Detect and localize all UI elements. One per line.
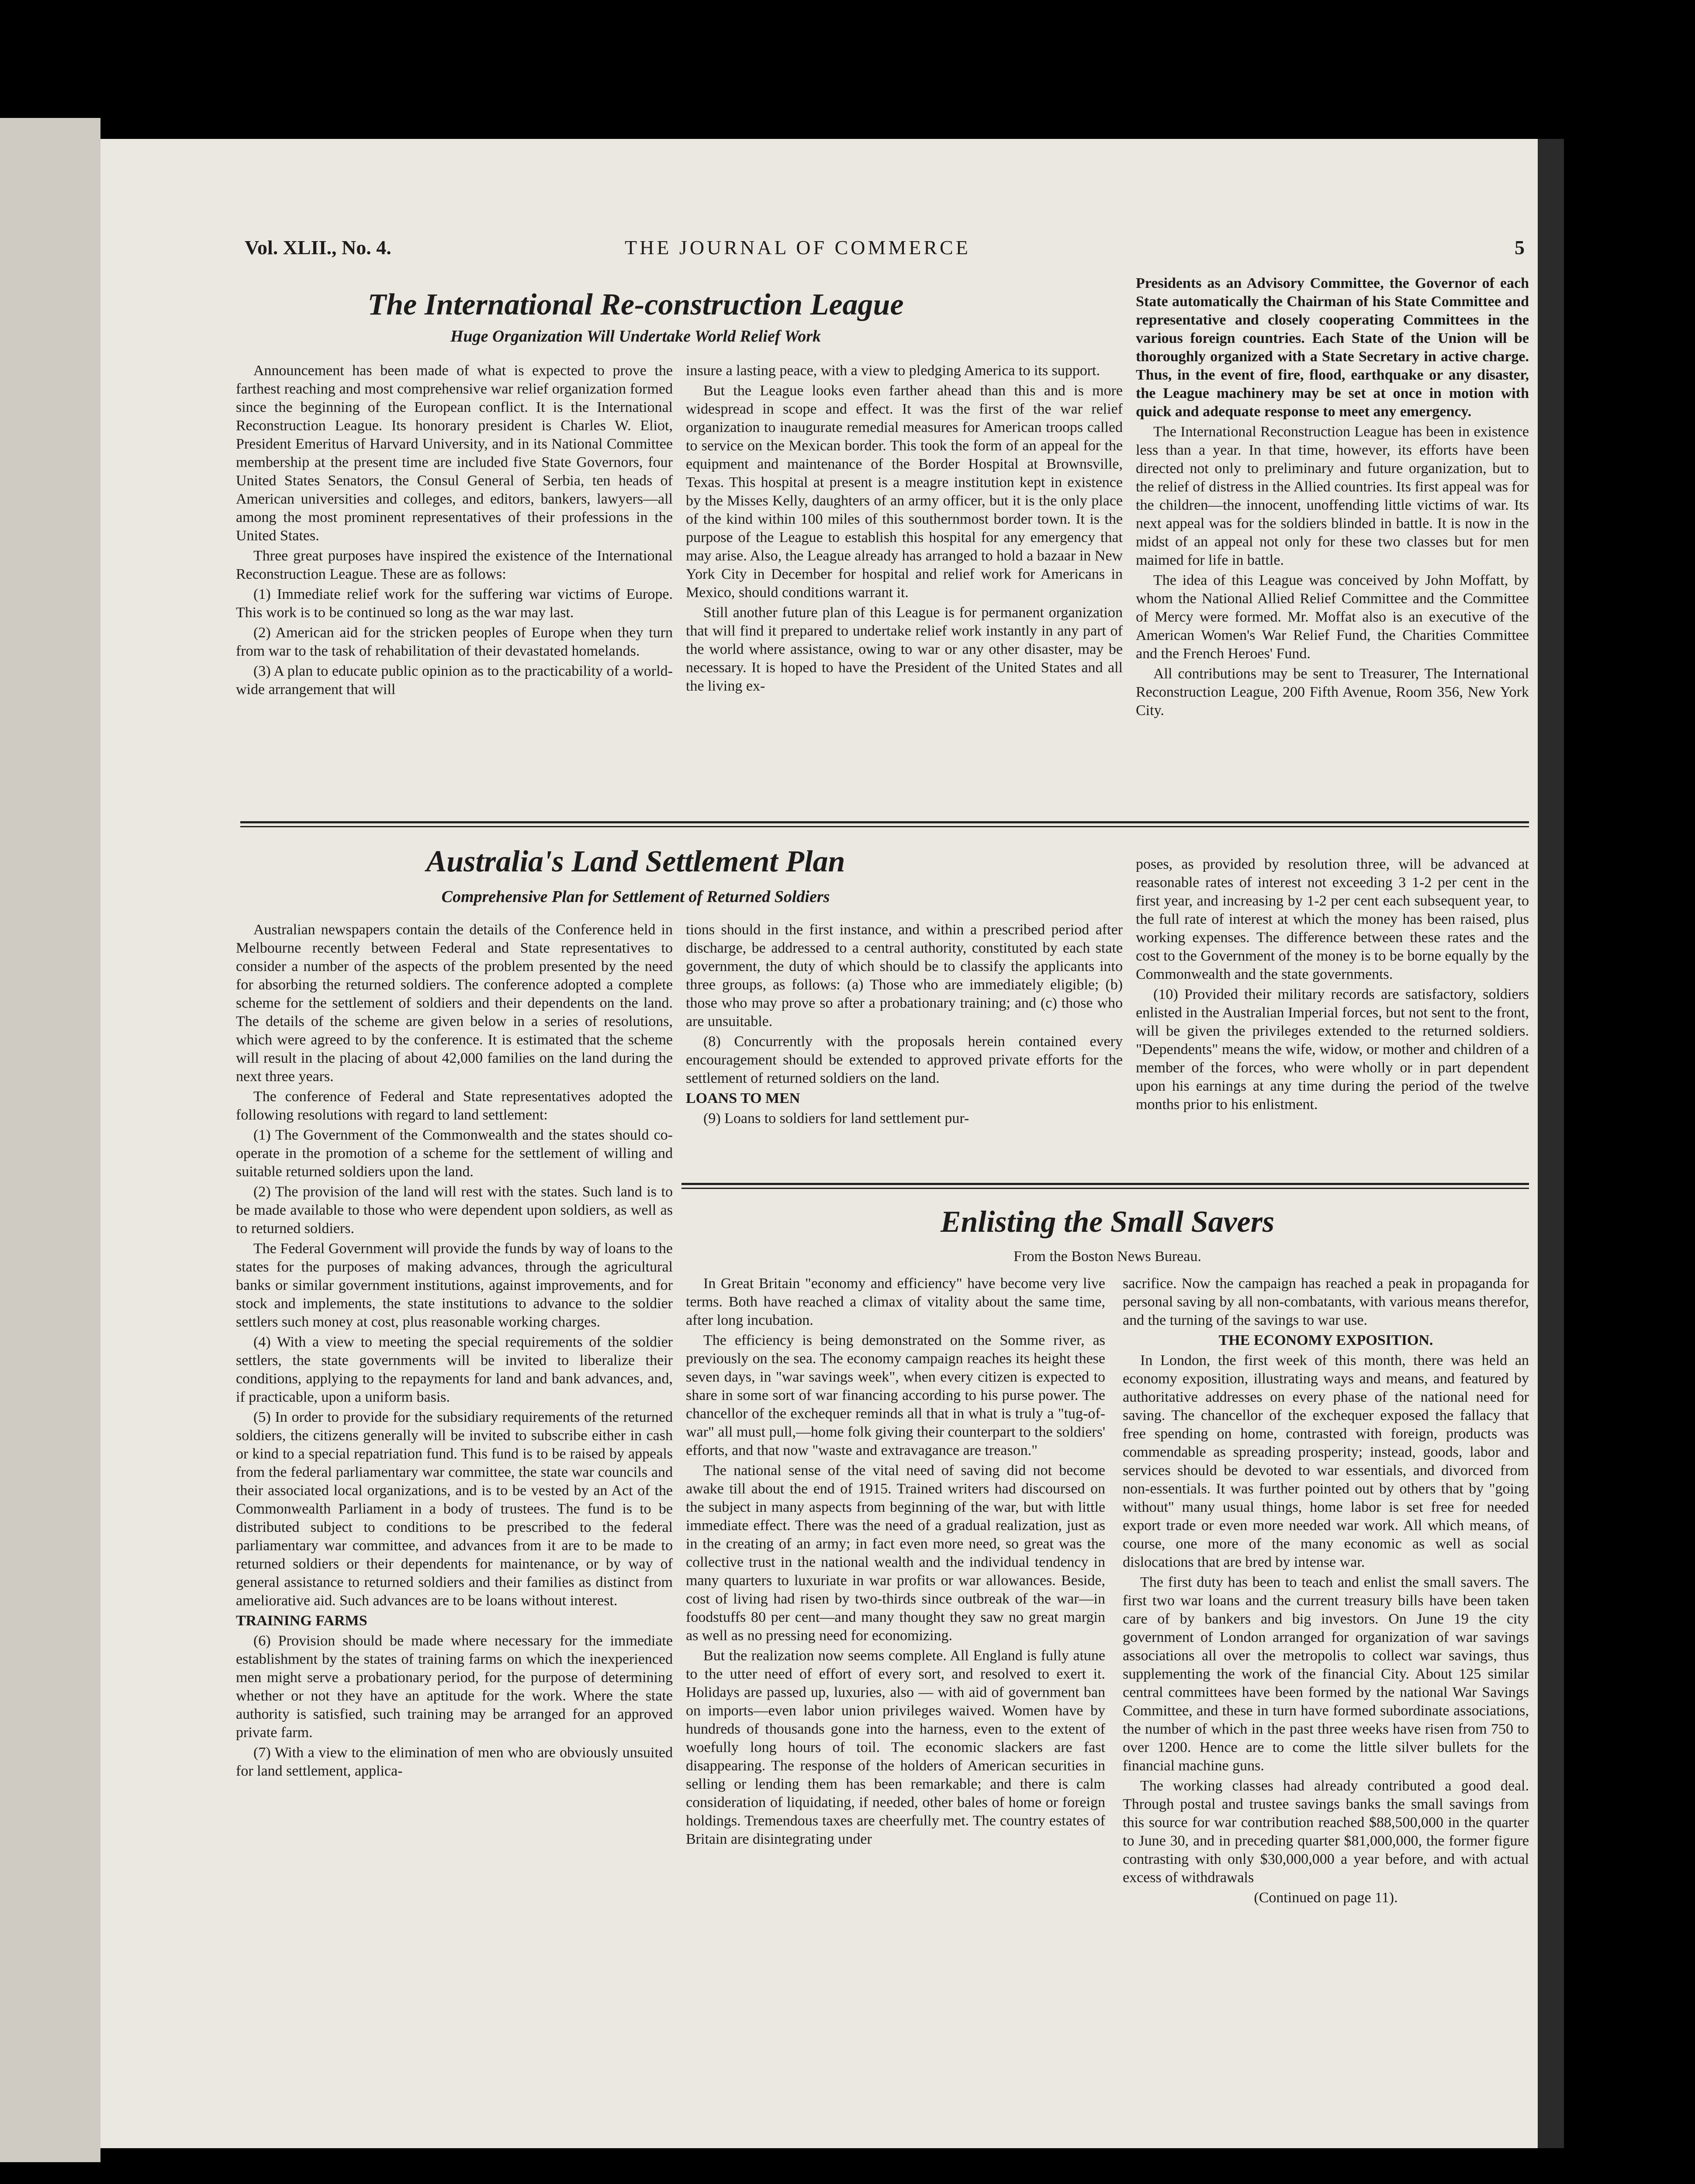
paragraph: (2) American aid for the stricken peoples of Europe when they turn from war to the task of rehabilitation of their devastated homelands. (236, 625, 673, 659)
article2-column-1 (236, 921, 673, 1782)
paragraph: Presidents as an Advisory Committee, the Governor of each State automatically the Chairman of his State Committee and representative and closely cooperating Committees in the various foreign countries. Each State of the Union will be thoroughly organized with a State Secretary in active charge. Thus, in the event of fire, flood, earthquake or any disaster, the League machinery may be set at once in motion with quick and adequate response to meet any emergency. (1136, 275, 1529, 420)
paragraph: Three great purposes have inspired the existence of the International Reconstruction League. These are as follows: (236, 548, 673, 582)
article2-subtitle: Comprehensive Plan for Settlement of Returned Soldiers (441, 888, 830, 906)
paragraph: insure a lasting peace, with a view to pledging America to its support. (686, 363, 1100, 379)
article3-title: Enlisting the Small Savers (940, 1205, 1275, 1239)
training-farms-heading: TRAINING FARMS (236, 1613, 367, 1629)
paragraph: All contributions may be sent to Treasurer, The International Reconstruction League, 200 Fifth Avenue, Room 356, New York City. (1136, 666, 1529, 719)
paragraph: The national sense of the vital need of saving did not become awake till about the end of 1915. Trained writers had discoursed on the subject in many aspects from beginning of the war, but with little immediate effect. There was the need of a gradual realization, just as in the creating of an army; in fact even more need, so great was the collective trust in the national wealth and the individual tendency in many quarters to luxuriate in war profits or war allowances. Beside, cost of living had risen by two-thirds since outbreak of the war—in foodstuffs 80 per cent—and many thought they saw no great margin as well as no pressing need for economizing. (686, 1462, 1105, 1644)
section-divider (681, 1183, 1529, 1189)
paragraph: The idea of this League was conceived by John Moffatt, by whom the National Allied Relief Committee and the Committee of Mercy were formed. Mr. Moffat also is an executive of the American Women's War Relief Fund, the Charities Committee and the French Heroes' Fund. (1136, 572, 1529, 662)
paragraph: (2) The provision of the land will rest with the states. Such land is to be made available to those who were dependent upon soldiers, as well as to returned soldiers. (236, 1184, 673, 1237)
article2-column-3 (1136, 855, 1529, 1116)
article1-column-3 (1136, 274, 1529, 722)
paragraph: sacrifice. Now the campaign has reached a peak in propaganda for personal saving by all non-combatants, with various means therefor, and the turning of the savings to war use. (1123, 1275, 1529, 1328)
paragraph: In Great Britain "economy and efficiency" have become very live terms. Both have reached a climax of vitality about the same time, after long incubation. (686, 1275, 1105, 1328)
paragraph: The Federal Government will provide the funds by way of loans to the states for the purposes of making advances, through the agricultural banks or similar government institutions, against improvements, and for stock and implements, the state institutions to advance to the soldier settlers such money at cost, plus reasonable working charges. (236, 1241, 673, 1330)
paragraph: poses, as provided by resolution three, will be advanced at reasonable rates of interest not exceeding 3 1-2 per cent in the first year, and increasing by 1-2 per cent each subsequent year, to the full rate of interest at which the money has been raised, plus working expenses. The difference between these rates and the cost to the Government of the money is to be borne equally by the Commonwealth and the state governments. (1136, 856, 1529, 982)
paragraph: (1) The Government of the Commonwealth and the states should co-operate in the promotion of a scheme for the settlement of willing and suitable returned soldiers upon the land. (236, 1127, 673, 1180)
paragraph: In London, the first week of this month, there was held an economy exposition, illustrating ways and means, and featured by authoritative addresses on every phase of the national need for saving. The chancellor of the exchequer exposed the fallacy that free spending on home, contrasted with foreign, products was commendable as spreading prosperity; instead, goods, labor and services should be devoted to war essentials, and divorced from non-essentials. It was further pointed out by others that by "going without" many usual things, home labor is set free for needed export trade or even more needed war work. All which means, of course, one more of the many economic as well as social dislocations that are bred by intense war. (1123, 1352, 1529, 1570)
article1-column-1 (236, 362, 673, 701)
continued-note: (Continued on page 11). (1254, 1890, 1398, 1906)
paragraph: tions should in the first instance, and within a prescribed period after discharge, be addressed to a central authority, constituted by each state government, the duty of which should be to classify the applicants into three groups, as follows: (a) Those who are immediately eligible; (b) those who may prove so after a probationary training; and (c) those who are unsuitable. (686, 922, 1123, 1030)
paragraph: (4) With a view to meeting the special requirements of the soldier settlers, the state governments will be invited to liberalize their conditions, applying to the repayments for land and bank advances, and, if practicable, upon a uniform basis. (236, 1334, 673, 1405)
paragraph: The International Reconstruction League has been in existence less than a year. In that time, however, its efforts have been directed not only to preliminary and future organization, but to the relief of distress in the Allied countries. Its first appeal was for the children—the innocent, unoffending little victims of war. Its next appeal was for the soldiers blinded in battle. It is now in the midst of an appeal not only for these two classes but for men maimed for life in battle. (1136, 424, 1529, 568)
paragraph: The conference of Federal and State representatives adopted the following resolutions with regard to land settlement: (236, 1089, 673, 1123)
paragraph: (8) Concurrently with the proposals herein contained every encouragement should be extended to approved private efforts for the settlement of returned soldiers on the land. (686, 1033, 1123, 1086)
paragraph: (5) In order to provide for the subsidiary requirements of the returned soldiers, the citizens generally will be invited to subscribe either in cash or kind to a special repatriation fund. This fund is to be raised by appeals from the federal parliamentary war committee, the state war councils and their associated local organizations, and is to be vested by an Act of the Commonwealth Parliament in a body of trustees. The fund is to be distributed subject to conditions to be prescribed to the federal parliamentary war committee, and advances from it are to be made to returned soldiers or their dependents for maintenance, or by way of general assistance to returned soldiers and their families as distinct from ameliorative aid. Such advances are to be loans without interest. (236, 1409, 673, 1609)
journal-name: THE JOURNAL OF COMMERCE (625, 236, 971, 259)
paragraph: (1) Immediate relief work for the suffering war victims of Europe. This work is to be continued so long as the war may last. (236, 586, 673, 621)
paragraph: (9) Loans to soldiers for land settlement pur- (703, 1110, 969, 1127)
paragraph: The first duty has been to teach and enlist the small savers. The first two war loans and the current treasury bills have been taken care of by bankers and big investors. On June 19 the city government of London arranged for organization of war savings associations all over the metropolis to collect war savings, thus supplementing the work of the financial City. About 125 similar central committees have been formed by the national War Savings Committee, and these in turn have formed subordinate associations, the number of which in the past three weeks have risen from 750 to over 1200. Hence are to come the little silver bullets for the financial machine guns. (1123, 1574, 1529, 1774)
paragraph: (3) A plan to educate public opinion as to the practicability of a world-wide arrangement that will (236, 663, 673, 698)
article1-column-2 (686, 362, 1123, 697)
article3-byline: From the Boston News Bureau. (1014, 1248, 1201, 1265)
loans-heading: LOANS TO MEN (686, 1090, 800, 1106)
paragraph: The efficiency is being demonstrated on the Somme river, as previously on the sea. The economy campaign reaches its height these seven days, in "war savings week", when every citizen is expected to share in some sort of war financing according to his purse power. The chancellor of the exchequer reminds all that in what is truly a "tug-of-war" all must pull,—home folk giving their counterpart to the soldiers' efforts, and that now "waste and extravagance are treason." (686, 1332, 1105, 1458)
paragraph: (6) Provision should be made where necessary for the immediate establishment by the states of training farms on which the inexperienced men might serve a probationary period, for the purpose of determining whether or not they have an aptitude for the work. Where the state authority is satisfied, such training may be arranged for an approved private farm. (236, 1633, 673, 1741)
newspaper-page (100, 139, 1538, 2148)
paragraph: (7) With a view to the elimination of men who are obviously unsuited for land settlement, applica- (236, 1745, 673, 1779)
article2-title: Australia's Land Settlement Plan (426, 845, 845, 878)
section-divider (240, 821, 1529, 827)
paragraph: (10) Provided their military records are satisfactory, soldiers enlisted in the Australian Imperial forces, but not sent to the front, will be given the privileges extended to the returned soldiers. "Dependents" means the wife, widow, or mother and children of a member of the forces, who were wholly or in part dependent upon his earnings at any time during the period of the twelve months prior to his enlistment. (1136, 986, 1529, 1113)
paragraph: Australian newspapers contain the details of the Conference held in Melbourne recently between Federal and State representatives to consider a number of the aspects of the problem presented by the need for absorbing the returned soldiers. The conference adopted a complete scheme for the settlement of soldiers and their dependents on the land. The details of the scheme are given below in a series of resolutions, which were agreed to by the conference. It is estimated that the scheme will result in the placing of about 42,000 families on the land during the next three years. (236, 922, 673, 1085)
volume-number: Vol. XLII., No. 4. (245, 236, 391, 259)
article3-column-3 (1123, 1275, 1529, 1909)
paragraph: The working classes had already contributed a good deal. Through postal and trustee savings banks the small savings from this source for war contribution reached $88,500,000 in the quarter to June 30, and in preceding quarter $81,000,000, the former figure contrasting with only $30,000,000 a year before, and with actual excess of withdrawals (1123, 1778, 1529, 1886)
paragraph: But the realization now seems complete. All England is fully atune to the utter need of effort of every sort, and resolved to exert it. Holidays are passed up, luxuries, also — with aid of government ban on imports—even labor union privileges waived. Women have by hundreds of thousands gone into the harness, even to the extent of woefully long hours of toil. The economic slackers are fast disappearing. The response of the holders of American securities in selling or lending them has been remarkable; and there is calm consideration of liquidating, if needed, other bales of home or foreign holdings. Tremendous taxes are cheerfully met. The country estates of Britain are disintegrating under (686, 1648, 1105, 1847)
paragraph: Still another future plan of this League is for permanent organization that will find it prepared to undertake relief work instantly in any part of the world where assistance, owing to war or any other disaster, may be necessary. It is hoped to have the President of the United States and all the living ex- (686, 605, 1123, 694)
page-binding-edge (1538, 139, 1564, 2148)
article1-subtitle: Huge Organization Will Undertake World Relief Work (450, 327, 821, 346)
previous-page-edge (0, 118, 100, 2162)
article3-column-2 (686, 1275, 1105, 1850)
page-number: 5 (1515, 236, 1525, 259)
article2-column-2 (686, 921, 1123, 1130)
paragraph: Announcement has been made of what is expected to prove the farthest reaching and most comprehensive war relief organization formed since the beginning of the European conflict. It is the International Reconstruction League. Its honorary president is Charles W. Eliot, President Emeritus of Harvard University, and in its National Committee membership at the present time are included five State Governors, four United States Senators, the Consul General of Serbia, ten heads of American universities and colleges, and editors, bankers, lawyers—all among the most prominent representatives of their professions in the United States. (236, 363, 673, 544)
article1-title: The International Re-construction League (367, 288, 904, 321)
paragraph: But the League looks even farther ahead than this and is more widespread in scope and effect. It was the first of the war relief organization to inaugurate remedial measures for American troops called to service on the Mexican border. This took the form of an appeal for the equipment and maintenance of the Border Hospital at Brownsville, Texas. This hospital at present is a meagre institution kept in existence by the Misses Kelly, daughters of an army officer, but it is the only place of the kind within 100 miles of this southernmost border town. It is the purpose of the League to establish this hospital for any emergency that may arise. Also, the League already has arranged to hold a bazaar in New York City in December for hospital and relief work for Americans in Mexico, should conditions warrant it. (686, 383, 1123, 601)
page-header (245, 236, 1529, 262)
economy-exposition-heading: THE ECONOMY EXPOSITION. (1218, 1332, 1433, 1348)
